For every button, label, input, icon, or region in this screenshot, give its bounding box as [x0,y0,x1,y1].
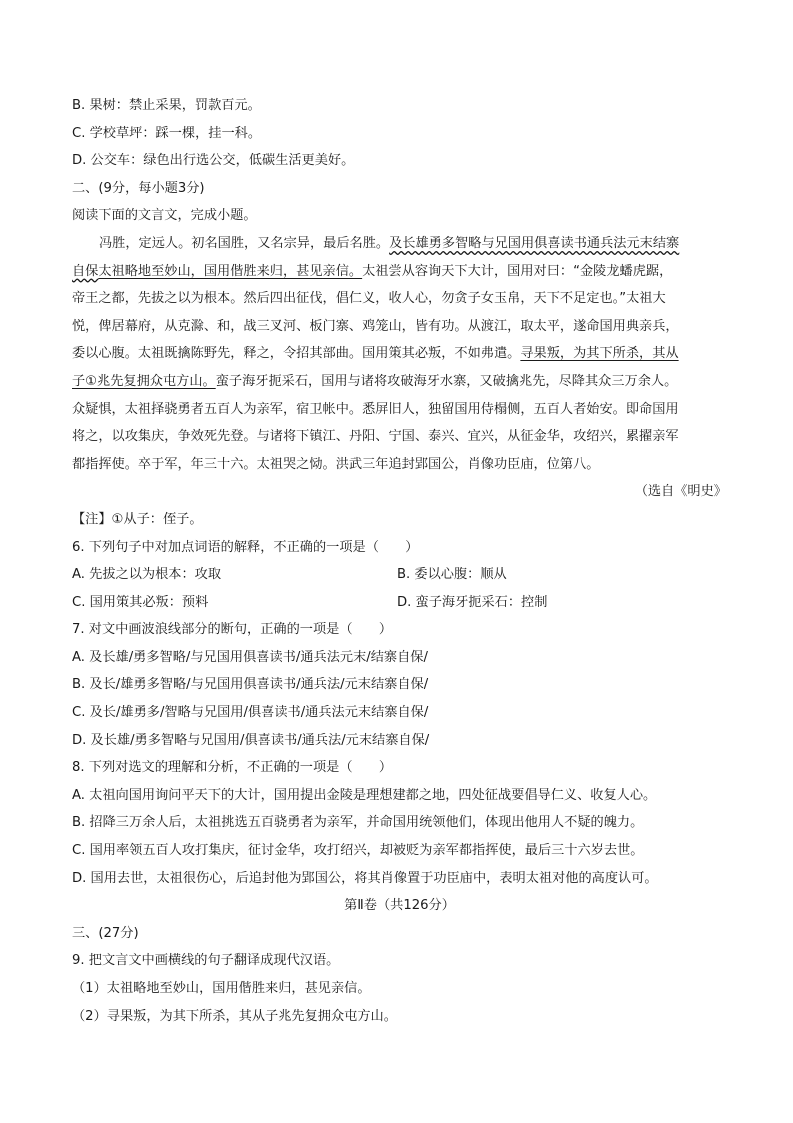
question-7 [72,616,727,754]
section-3-heading: 三、(27分) [72,925,139,941]
question-6-option-a: A. 先拔之以为根本：攻取 [72,567,222,583]
passage-note: 【注】①从子：侄子。 [72,511,203,527]
section-2-instruction: 阅读下面的文言文，完成小题。 [72,208,257,224]
question-6 [72,534,727,617]
passage-line: 子①兆先复拥众屯方山。蛮子海牙扼采石，国用与诸将攻破海牙水寨，又破擒兆先，尽降其众三万余人。 [72,373,678,389]
passage-line: 委以心腹。太祖既擒陈野先，释之，令招其部曲。国用策其必叛，不如弗遣。寻果叛，为其下所杀，其从 [72,346,679,362]
option-d-bus: D. 公交车：绿色出行选公交，低碳生活更美好。 [72,153,355,169]
question-6-option-d: D. 蛮子海牙扼采石：控制 [397,594,548,610]
underlined-sentence-1: 太祖略地至妙山，国用偕胜来归，甚见亲信。 [98,263,363,279]
passage-line: 冯胜，定远人。初名国胜，又名宗异，最后名胜。及长雄勇多智略与兄国用俱喜读书通兵法元末结寨 [99,235,680,251]
option-c-school-lawn: C. 学校草坪：踩一棵，挂一科。 [72,125,262,141]
question-8-option-c: C. 国用率领五百人攻打集庆，征讨金华，攻打绍兴，却被贬为亲军都指挥使，最后三十六岁去世。 [72,843,644,859]
passage-line: 悦，俾居幕府，从克滁、和，战三叉河、板门寨、鸡笼山，皆有功。从渡江，取太平，遂命国用典亲兵， [72,318,679,334]
question-6-row [72,561,727,589]
question-8 [72,754,727,892]
question-8-stem: 8. 下列对选文的理解和分析，不正确的一项是（ ） [72,760,393,776]
question-9-item-2: （2）寻果叛，为其下所杀，其从子兆先复拥众屯方山。 [72,1008,397,1024]
passage-line: 都指挥使。卒于军，年三十六。太祖哭之恸。洪武三年追封郢国公，肖像功臣庙，位第八。 [72,456,600,472]
question-8-option-a: A. 太祖向国用询问平天下的大计，国用提出金陵是理想建都之地，四处征战要倡导仁义、收复人心。 [72,787,657,803]
passage-line: 将之，以攻集庆，争效死先登。与诸将下镇江、丹阳、宁国、泰兴、宜兴，从征金华，攻绍兴，累擢亲军 [72,429,679,445]
question-6-stem: 6. 下列句子中对加点词语的解释，不正确的一项是（ ） [72,539,419,555]
passage-line: 自保太祖略地至妙山，国用偕胜来归，甚见亲信。太祖尝从容询天下大计，国用对曰：“金陵龙蟠虎踞， [72,263,673,279]
underlined-sentence-2: 寻果叛，为其下所杀，其从 [520,346,679,362]
classical-passage [72,230,727,534]
part-2-title: 第Ⅱ卷（共126分） [344,898,455,914]
question-8-option-d: D. 国用去世，太祖很伤心，后追封他为郢国公，将其肖像置于功臣庙中，表明太祖对他的高度认可。 [72,870,658,886]
question-6-option-b: B. 委以心腹：顺从 [397,567,507,583]
question-7-option-a: A. 及长雄/勇多智略/与兄国用俱喜读书/通兵法元末/结寨自保/ [72,649,428,665]
question-7-option-c: C. 及长/雄勇多/智略与兄国用/俱喜读书/通兵法元末结寨自保/ [72,705,429,721]
wavy-underlined-text: 及长雄勇多智略与兄国用俱喜读书通兵法元末结寨 [389,235,680,251]
question-8-option-b: B. 招降三万余人后，太祖挑选五百骁勇者为亲军，并命国用统领他们，体现出他用人不疑的魄力。 [72,815,644,831]
question-9-item-1: （1）太祖略地至妙山，国用偕胜来归，甚见亲信。 [72,981,371,996]
question-6-option-c: C. 国用策其必叛：预料 [72,594,209,610]
section-3 [72,920,727,1030]
question-7-option-b: B. 及长/雄勇多智略/与兄国用俱喜读书/通兵法/元末结寨自保/ [72,677,429,693]
wavy-underlined-text: 自保 [72,263,99,279]
exam-page [72,92,727,1030]
question-6-row [72,589,727,617]
question-9-stem: 9. 把文言文中画横线的句子翻译成现代汉语。 [72,953,340,969]
section-2-heading: 二、(9分，每小题3分) [72,180,205,196]
passage-line: 众疑惧，太祖择骁勇者五百人为亲军，宿卫帐中。悉屏旧人，独留国用侍榻侧，五百人者始安。即命国用 [72,401,679,417]
question-7-stem: 7. 对文中画波浪线部分的断句，正确的一项是（ ） [72,622,393,638]
underlined-sentence-2-cont: 子①兆先复拥众屯方山。 [72,373,216,389]
passage-line: 帝王之都，先拔之以为根本。然后四出征伐，倡仁义，收人心，勿贪子女玉帛，天下不足定也。”太祖大 [72,291,666,307]
option-b-fruit-tree: B. 果树：禁止采果，罚款百元。 [72,98,261,113]
passage-source: （选自《明史》 [634,484,727,500]
question-7-option-d: D. 及长雄/勇多智略与兄国用/俱喜读书/通兵法/元末结寨自保/ [72,732,430,748]
